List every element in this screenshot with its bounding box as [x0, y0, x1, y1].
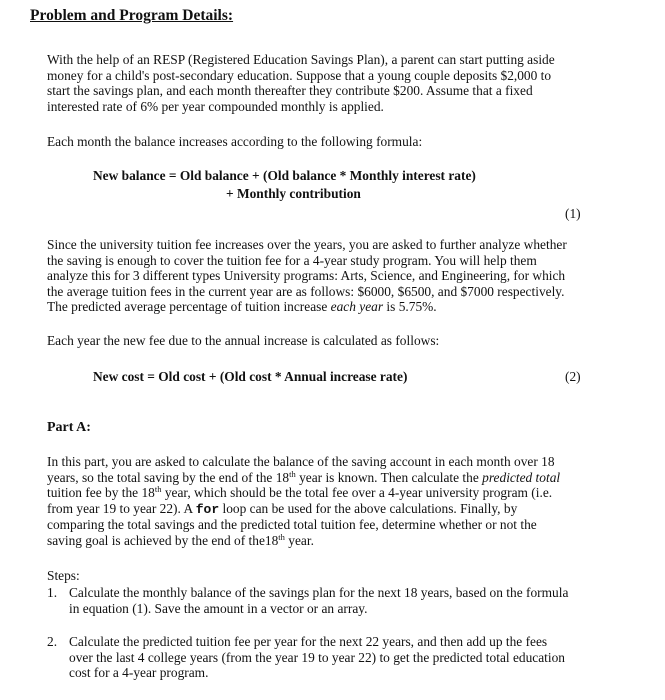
step-text: Calculate the monthly balance of the savings plan for the next 18 years, based on the formula in equation (1). Save the amount in a vector or an array. — [69, 585, 569, 616]
steps-label: Steps: — [47, 568, 80, 583]
equation-1-number: (1) — [565, 206, 581, 221]
balance-intro: Each month the balance increases according to the following formula: — [47, 134, 423, 149]
part-a-paragraph: In this part, you are asked to calculate the balance of the saving account in each month over 18 years, so the total saving by the end of the 18th year is known. Then calculate the predicted total tuition fee by the 18th year, which should be the total fee over a 4-year university program (i.e. from year 19 to year 22). A for loop can be used for the above calculations. Finally, by comparing the total savings and the predicted total tuition fee, determine whether or not the saving goal is achieved by the end of the18th year. — [47, 454, 561, 548]
formula-1-line-1: New balance = Old balance + (Old balance * Monthly interest rate) — [93, 168, 476, 183]
intro-paragraph — [47, 52, 615, 114]
formula-1-line-2: + Monthly contribution — [226, 186, 361, 201]
step-text: Calculate the predicted tuition fee per year for the next 22 years, and then add up the fees over the last 4 college years (from the year 19 to year 22) to get the predicted total education cost for a 4-year program. — [69, 634, 566, 681]
fee-intro: Each year the new fee due to the annual increase is calculated as follows: — [47, 333, 440, 348]
part-a-heading: Part A: — [47, 420, 91, 435]
tuition-line: the average tuition fees in the current year are as follows: $6000, $6500, and $7000 respectively. — [47, 283, 565, 299]
tuition-line: The predicted average percentage of tuition increase each year is 5.75%. — [47, 299, 437, 315]
tuition-line: the saving is enough to cover the tuition fee for a 4-year study program. You will help them — [47, 252, 537, 268]
tuition-line: Since the university tuition fee increases over the years, you are asked to further analyze whether — [47, 237, 567, 252]
emphasis-each-year: each year — [330, 299, 384, 315]
formula-2: New cost = Old cost + (Old cost * Annual increase rate) — [93, 369, 408, 384]
intro-line: interested rate of 6% per year compounded monthly is applied. — [47, 98, 384, 114]
tuition-line: analyze this for 3 different types University programs: Arts, Science, and Engineering, for which — [47, 268, 566, 284]
emphasis-predicted-total: predicted total — [482, 469, 561, 485]
intro-line: start the savings plan, and each month thereafter they contribute $200. Assume that a fixed — [47, 83, 533, 99]
tuition-paragraph — [47, 237, 615, 315]
step-number: 2. — [47, 634, 58, 649]
intro-line: money for a child's post-secondary education. Suppose that a young couple deposits $2,000 to — [47, 67, 552, 83]
step-number: 1. — [47, 585, 58, 600]
code-for-keyword: for — [195, 501, 220, 517]
intro-line: With the help of an RESP (Registered Education Savings Plan), a parent can start putting aside — [47, 52, 555, 67]
equation-2-number: (2) — [565, 369, 581, 384]
section-heading: Problem and Program Details: — [30, 7, 234, 24]
